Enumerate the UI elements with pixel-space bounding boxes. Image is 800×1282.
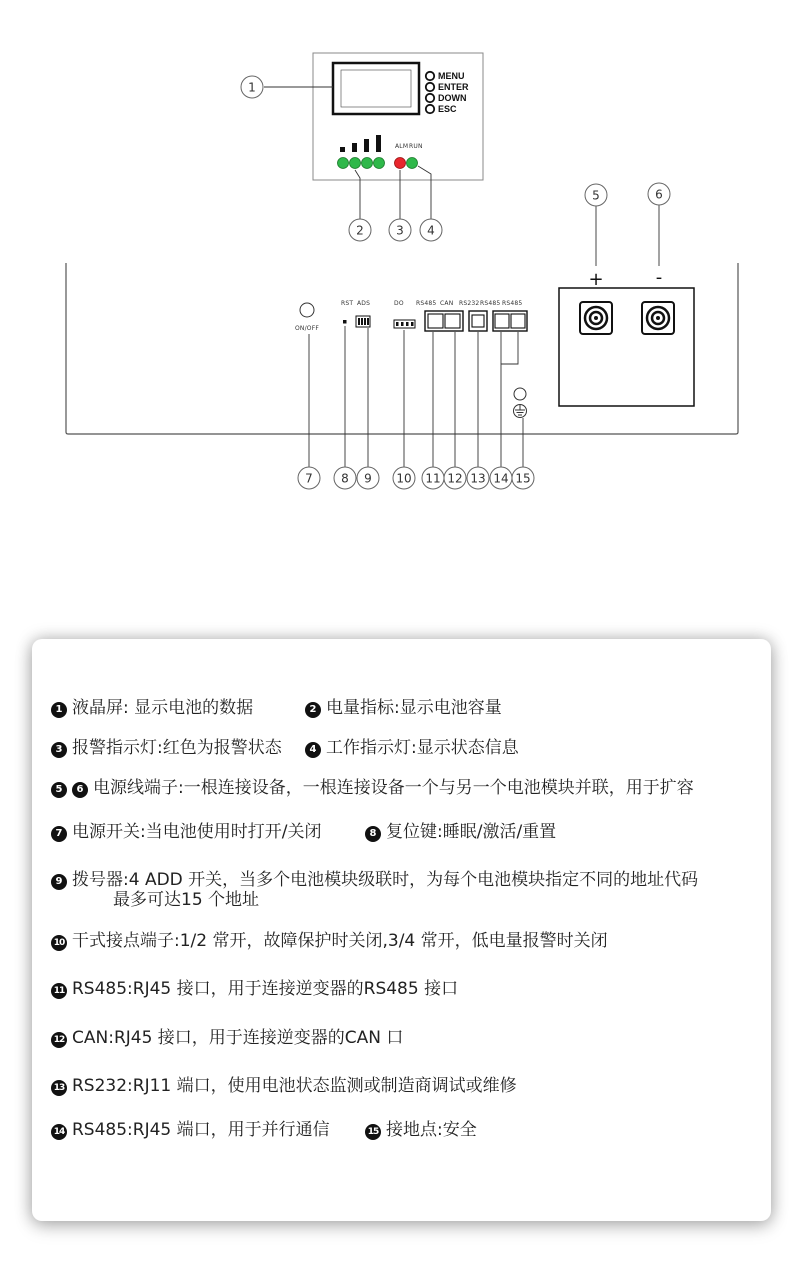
rs232-port[interactable] bbox=[469, 311, 487, 331]
badge-9: 9 bbox=[51, 874, 67, 890]
alarm-led bbox=[395, 158, 406, 169]
badge-6: 6 bbox=[72, 782, 88, 798]
legend-card bbox=[32, 639, 771, 1221]
callout-10 bbox=[393, 467, 415, 489]
legend-item-15: 15 接地点:安全 bbox=[365, 1120, 477, 1140]
badge-7: 7 bbox=[51, 826, 67, 842]
callout-1 bbox=[241, 76, 263, 98]
svg-text:8: 8 bbox=[341, 471, 349, 486]
legend-item-10: 10 干式接点端子:1/2 常开，故障保护时关闭,3/4 常开，低电量报警时关闭 bbox=[51, 931, 608, 951]
callout-4 bbox=[420, 219, 442, 241]
badge-3: 3 bbox=[51, 742, 67, 758]
legend-item-1: 1 液晶屏: 显示电池的数据 bbox=[51, 698, 253, 718]
badge-4: 4 bbox=[305, 742, 321, 758]
badge-15: 15 bbox=[365, 1124, 381, 1140]
alm-label: ALM bbox=[395, 143, 409, 150]
callout-6 bbox=[648, 183, 670, 205]
legend-item-14: 14 RS485:RJ45 端口，用于并行通信 bbox=[51, 1120, 330, 1140]
callout-7 bbox=[298, 467, 320, 489]
svg-text:9: 9 bbox=[364, 471, 372, 486]
negative-terminal[interactable] bbox=[642, 302, 674, 334]
badge-8: 8 bbox=[365, 826, 381, 842]
svg-text:2: 2 bbox=[356, 223, 364, 238]
svg-text:11: 11 bbox=[425, 471, 441, 486]
badge-2: 2 bbox=[305, 702, 321, 718]
power-switch[interactable] bbox=[300, 303, 314, 317]
badge-1: 1 bbox=[51, 702, 67, 718]
svg-text:6: 6 bbox=[655, 187, 663, 202]
dip-switch[interactable] bbox=[356, 316, 370, 327]
rs485-label-1: RS485 bbox=[416, 300, 437, 307]
callout-3 bbox=[389, 219, 411, 241]
svg-text:12: 12 bbox=[447, 471, 463, 486]
svg-text:13: 13 bbox=[470, 471, 486, 486]
badge-5: 5 bbox=[51, 782, 67, 798]
callout-12 bbox=[444, 467, 466, 489]
negative-sign: - bbox=[655, 267, 663, 288]
callout-2 bbox=[349, 219, 371, 241]
run-led bbox=[407, 158, 418, 169]
ads-label: ADS bbox=[357, 300, 371, 307]
legend-item-4: 4 工作指示灯:显示状态信息 bbox=[305, 738, 519, 758]
rs485-can-ports[interactable] bbox=[425, 311, 463, 331]
legend-item-13: 13 RS232:RJ11 端口，使用电池状态监测或制造商调试或维修 bbox=[51, 1076, 517, 1096]
legend-item-12: 12 CAN:RJ45 接口，用于连接逆变器的CAN 口 bbox=[51, 1028, 403, 1048]
svg-text:1: 1 bbox=[248, 80, 256, 95]
rs232-label: RS232 bbox=[459, 300, 480, 307]
svg-text:3: 3 bbox=[396, 223, 404, 238]
dry-contact-terminal[interactable] bbox=[394, 320, 415, 328]
run-label: RUN bbox=[409, 143, 423, 150]
svg-text:5: 5 bbox=[592, 188, 600, 203]
do-label: DO bbox=[394, 300, 404, 307]
svg-text:MENU: MENU bbox=[438, 71, 465, 81]
svg-text:10: 10 bbox=[396, 471, 412, 486]
device-diagram bbox=[0, 0, 800, 520]
rs485-parallel-ports[interactable] bbox=[493, 311, 527, 331]
down-button[interactable] bbox=[426, 93, 467, 103]
legend-item-7: 7 电源开关:当电池使用时打开/关闭 bbox=[51, 822, 321, 842]
can-label: CAN bbox=[440, 300, 454, 307]
enter-button[interactable] bbox=[426, 82, 469, 92]
badge-14: 14 bbox=[51, 1124, 67, 1140]
badge-11: 11 bbox=[51, 983, 67, 999]
callout-5 bbox=[585, 184, 607, 206]
callout-8 bbox=[334, 467, 356, 489]
esc-button[interactable] bbox=[426, 104, 457, 114]
callout-9 bbox=[357, 467, 379, 489]
legend-item-5-6: 5 6 电源线端子:一根连接设备，一根连接设备一个与另一个电池模块并联，用于扩容 bbox=[51, 778, 694, 798]
menu-button[interactable] bbox=[426, 71, 465, 81]
callout-15 bbox=[512, 467, 534, 489]
svg-text:4: 4 bbox=[427, 223, 435, 238]
legend-item-8: 8 复位键:睡眠/激活/重置 bbox=[365, 822, 556, 842]
badge-13: 13 bbox=[51, 1080, 67, 1096]
rs485-label-3: RS485 bbox=[502, 300, 523, 307]
legend-item-9-continuation: 最多可达15 个地址 bbox=[113, 890, 260, 910]
svg-text:DOWN: DOWN bbox=[438, 93, 467, 103]
callout-14 bbox=[490, 467, 512, 489]
badge-12: 12 bbox=[51, 1032, 67, 1048]
badge-10: 10 bbox=[51, 935, 67, 951]
svg-text:ESC: ESC bbox=[438, 104, 457, 114]
callout-13 bbox=[467, 467, 489, 489]
svg-text:14: 14 bbox=[493, 471, 509, 486]
reset-button[interactable] bbox=[343, 320, 347, 324]
positive-terminal[interactable] bbox=[580, 302, 612, 334]
legend-item-9: 9 拨号器:4 ADD 开关，当多个电池模块级联时，为每个电池模块指定不同的地址代码 最多可达15 个地址 bbox=[51, 870, 698, 910]
positive-sign: + bbox=[588, 269, 604, 290]
svg-text:ENTER: ENTER bbox=[438, 82, 469, 92]
svg-text:15: 15 bbox=[515, 471, 531, 486]
ground-point bbox=[514, 388, 527, 418]
on-off-label: ON/OFF bbox=[294, 325, 320, 332]
callout-11 bbox=[422, 467, 444, 489]
rs485-label-2: RS485 bbox=[480, 300, 501, 307]
legend-item-2: 2 电量指标:显示电池容量 bbox=[305, 698, 502, 718]
legend-item-11: 11 RS485:RJ45 接口，用于连接逆变器的RS485 接口 bbox=[51, 979, 458, 999]
legend-item-3: 3 报警指示灯:红色为报警状态 bbox=[51, 738, 282, 758]
rst-label: RST bbox=[341, 300, 354, 307]
svg-text:7: 7 bbox=[305, 471, 313, 486]
